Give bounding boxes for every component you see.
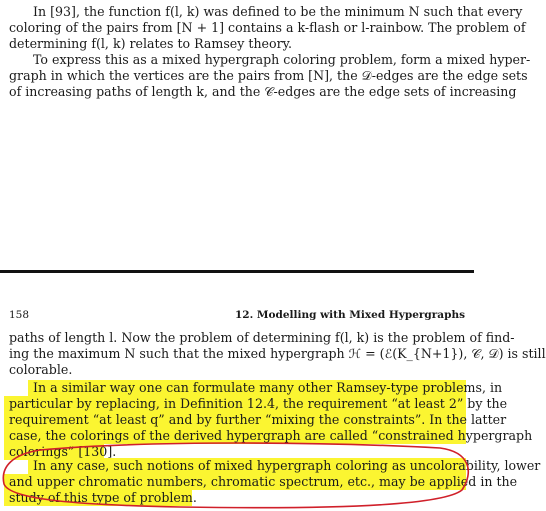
text-line: In a similar way one can formulate many other Ramsey-type problems, in [33,380,503,395]
running-head [9,309,465,323]
text-line: coloring of the pairs from [N + 1] contains a k-flash or l-rainbow. The problem of [9,20,526,35]
page-number: 158 [9,309,30,321]
text-line: paths of length l. Now the problem of determining f(l, k) is the problem of find- [9,330,515,345]
text-line: In [93], the function f(l, k) was defined to be the minimum N such that every [33,4,523,19]
text-line: determining f(l, k) relates to Ramsey theory. [9,36,293,51]
text-line: colorable. [9,362,73,377]
text-line: particular by replacing, in Definition 12.4, the requirement “at least 2” by the [9,396,508,411]
text-line: case, the colorings of the derived hypergraph are called “constrained hypergraph [9,428,533,443]
text-line: of increasing paths of length k, and the 𝒞-edges are the edge sets of increasing [9,84,517,99]
text-line: To express this as a mixed hypergraph coloring problem, form a mixed hyper- [33,52,531,67]
text-line: requirement “at least q” and by further “mixing the constraints”. In the latter [9,412,507,427]
text-line: ing the maximum N such that the mixed hypergraph ℋ = (ℰ(K_{N+1}), 𝒞, 𝒟) is still [9,346,546,361]
text-line: study of this type of problem. [9,490,197,505]
text-line: colorings” [130]. [9,444,117,459]
text-line: and upper chromatic numbers, chromatic spectrum, etc., may be applied in the [9,474,518,489]
chapter-title: 12. Modelling with Mixed Hypergraphs [234,309,465,321]
text-line: In any case, such notions of mixed hypergraph coloring as uncolorability, lower [33,458,541,473]
text-line: graph in which the vertices are the pairs from [N], the 𝒟-edges are the edge sets [9,68,528,83]
